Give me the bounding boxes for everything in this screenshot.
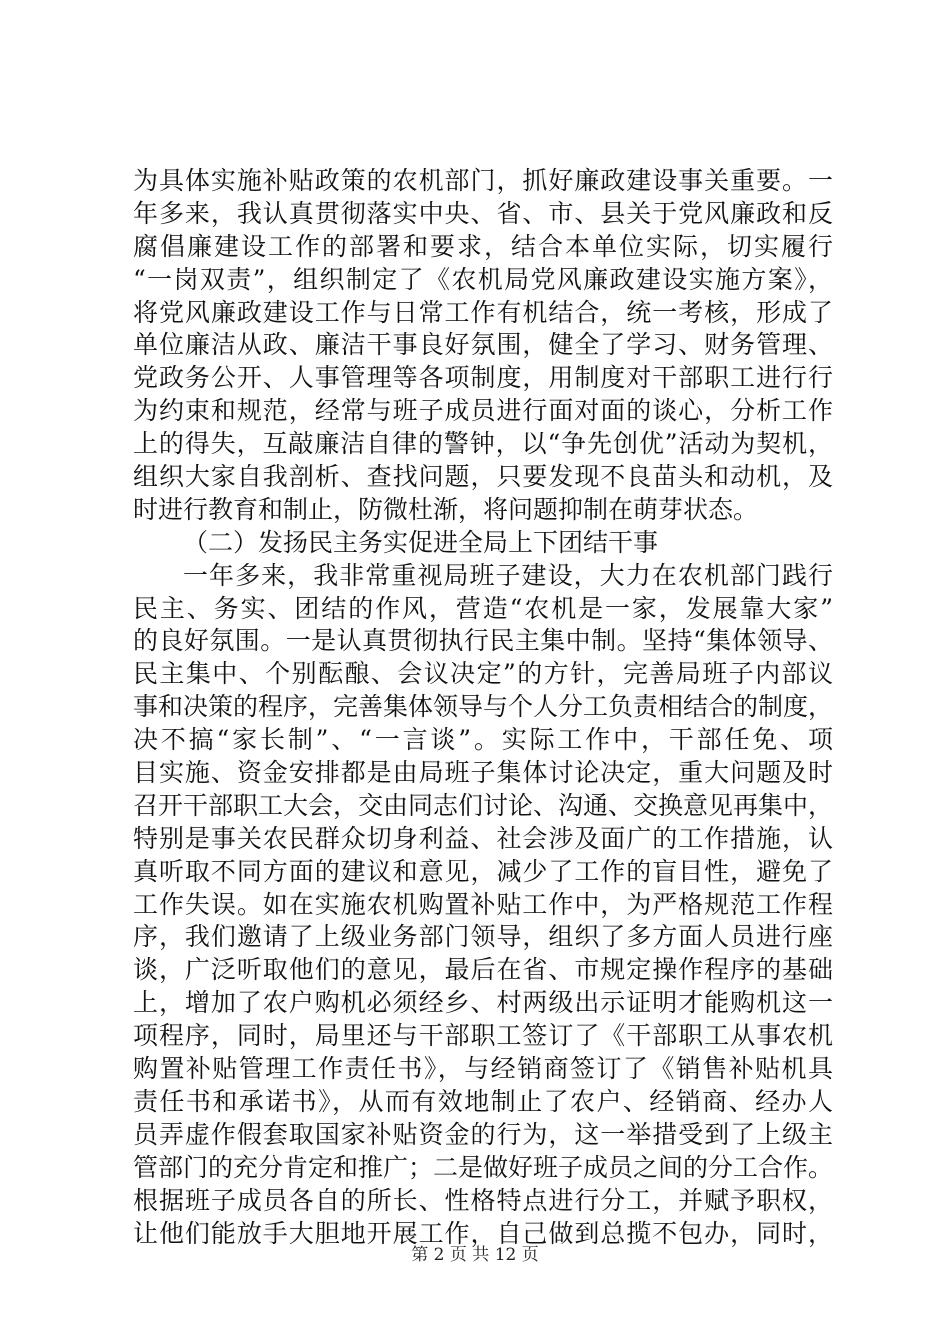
text-line: 民主、务实、团结的作风，营造“农机是一家，发展靠大家” [133,593,833,623]
text-line: 管部门的充分肯定和推广；二是做好班子成员之间的分工合作。 [133,1152,834,1182]
text-line: 谈，广泛听取他们的意见，最后在省、市规定操作程序的基础 [133,955,833,985]
text-line: 一年多来，我非常重视局班子建设，大力在农机部门践行 [183,560,833,590]
text-line: 事和决策的程序，完善集体领导与个人分工负责相结合的制度， [133,692,834,722]
text-line: 将党风廉政建设工作与日常工作有机结合，统一考核，形成了 [133,297,833,327]
text-line: 召开干部职工大会，交由同志们讨论、沟通、交换意见再集中， [133,790,834,820]
text-line: 的良好氛围。一是认真贯彻执行民主集中制。坚持“集体领导、 [133,626,833,656]
text-line: 组织大家自我剖析、查找问题，只要发现不良苗头和动机，及 [133,462,833,492]
text-line: 让他们能放手大胆地开展工作，自己做到总揽不包办，同时， [133,1218,833,1248]
text-line: 单位廉洁从政、廉洁干事良好氛围，健全了学习、财务管理、 [133,330,833,360]
text-line: 责任书和承诺书》，从而有效地制止了农户、经销商、经办人 [133,1086,833,1116]
text-line: 购置补贴管理工作责任书》，与经销商签订了《销售补贴机具 [133,1054,833,1084]
section-heading: （二）发扬民主务实促进全局上下团结干事 [183,527,659,557]
text-line: 党政务公开、人事管理等各项制度，用制度对干部职工进行行 [133,363,833,393]
text-line: 序，我们邀请了上级业务部门领导，组织了多方面人员进行座 [133,922,833,952]
text-line: 为具体实施补贴政策的农机部门，抓好廉政建设事关重要。一 [133,166,833,195]
text-line: 真听取不同方面的建议和意见，减少了工作的盲目性，避免了 [133,856,833,886]
text-line: 特别是事关农民群众切身利益、社会涉及面广的工作措施，认 [133,823,833,853]
page-number-footer: 第 2 页 共 12 页 [411,1245,539,1265]
text-line: 腐倡廉建设工作的部署和要求，结合本单位实际，切实履行 [133,231,833,261]
text-line: “一岗双责”，组织制定了《农机局党风廉政建设实施方案》， [133,264,833,294]
text-line: 项程序，同时，局里还与干部职工签订了《干部职工从事农机 [133,1021,833,1051]
text-line: 员弄虚作假套取国家补贴资金的行为，这一举措受到了上级主 [133,1119,833,1149]
text-line: 年多来，我认真贯彻落实中央、省、市、县关于党风廉政和反 [133,198,833,228]
text-line: 上，增加了农户购机必须经乡、村两级出示证明才能购机这一 [133,988,833,1018]
text-line: 上的得失，互敲廉洁自律的警钟，以“争先创优”活动为契机， [133,429,833,459]
text-line: 民主集中、个别酝酿、会议决定”的方针，完善局班子内部议 [133,659,833,689]
text-line: 为约束和规范，经常与班子成员进行面对面的谈心，分析工作 [133,396,833,426]
text-line: 工作失误。如在实施农机购置补贴工作中，为严格规范工作程 [133,889,833,919]
body-text [133,165,833,1250]
text-line: 时进行教育和制止，防微杜渐，将问题抑制在萌芽状态。 [133,494,759,524]
text-line: 目实施、资金安排都是由局班子集体讨论决定，重大问题及时 [133,758,833,788]
text-line: 根据班子成员各自的所长、性格特点进行分工，并赋予职权， [133,1185,833,1215]
text-line: 决不搞“家长制”、“一言谈”。实际工作中，干部任免、项 [133,725,833,755]
